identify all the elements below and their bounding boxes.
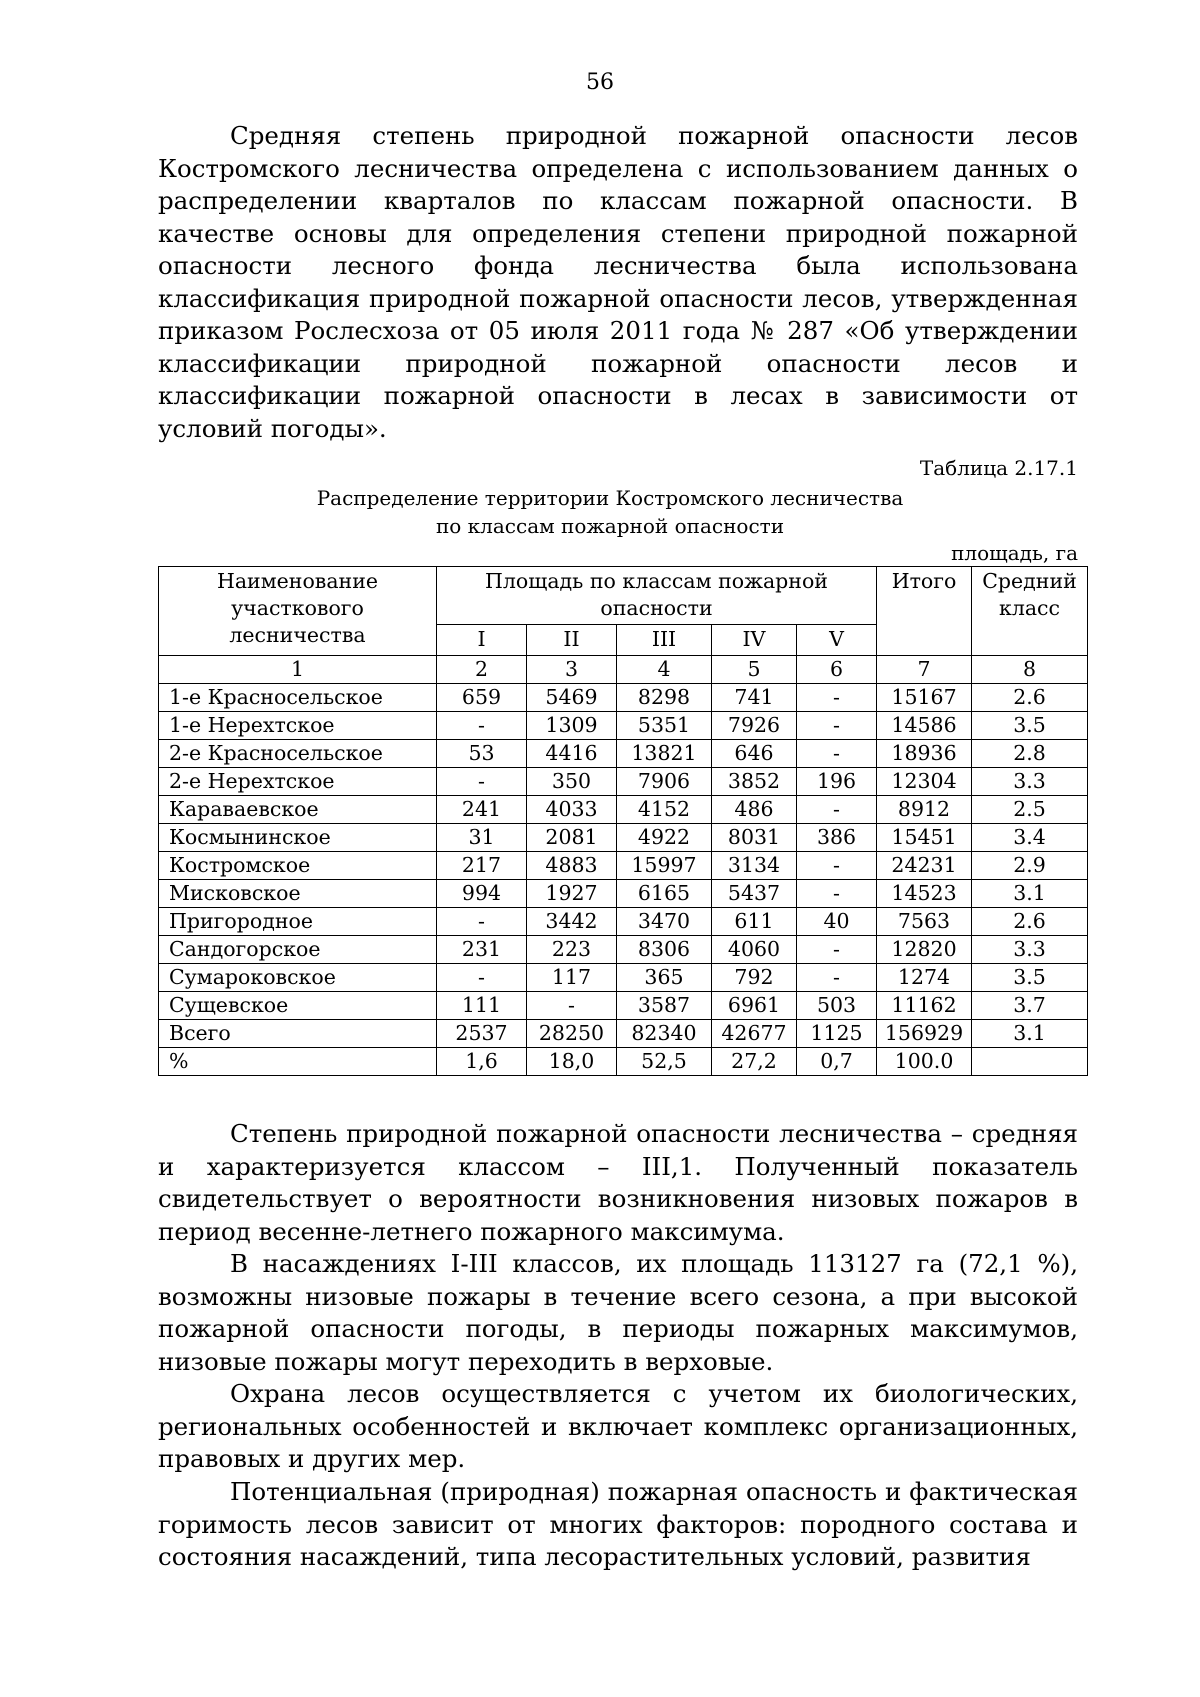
table-row [159,852,1088,880]
cell-c1: 241 [437,796,527,824]
column-number: 1 [159,656,437,684]
column-number: 2 [437,656,527,684]
column-number: 3 [527,656,617,684]
row-name: Караваевское [159,796,437,824]
cell-c1: 659 [437,684,527,712]
table-row [159,1048,1088,1076]
cell-total: 15451 [877,824,972,852]
cell-c4: 741 [712,684,797,712]
table-row [159,740,1088,768]
cell-avg: 2.8 [972,740,1088,768]
cell-c5: - [797,852,877,880]
cell-c3: 3587 [617,992,712,1020]
cell-c4: 3134 [712,852,797,880]
fire-danger-table [158,566,1088,1076]
header-avg-class: Средний класс [972,567,1088,656]
header-total: Итого [877,567,972,656]
cell-c3: 365 [617,964,712,992]
table-row [159,712,1088,740]
cell-c5: - [797,796,877,824]
cell-c4: 486 [712,796,797,824]
paragraph-forest-protection: Охрана лесов осуществляется с учетом их биологических, региональных особенностей и включает комплекс организационных, правовых и других мер. [158,1379,1078,1473]
row-name: Сумароковское [159,964,437,992]
cell-c5: 503 [797,992,877,1020]
cell-avg: 3.3 [972,936,1088,964]
cell-total: 14523 [877,880,972,908]
cell-c1: 31 [437,824,527,852]
header-class-1: I [437,625,527,656]
table-row [159,796,1088,824]
paragraph-low-fires: В насаждениях I-III классов, их площадь 113127 га (72,1 %), возможны низовые пожары в течение всего сезона, а при высокой пожарной опасности погоды, в периоды пожарных максимумов, низовые пожары могут переходить в верховые. [158,1249,1078,1376]
cell-c4: 5437 [712,880,797,908]
cell-avg: 3.5 [972,712,1088,740]
cell-avg: 2.6 [972,684,1088,712]
table-row [159,908,1088,936]
cell-c2: - [527,992,617,1020]
cell-c1: 231 [437,936,527,964]
paragraph-potential-danger: Потенциальная (природная) пожарная опасность и фактическая горимость лесов зависит от многих факторов: породного состава и состояния насаждений, типа лесорастительных условий, развития [158,1477,1078,1571]
cell-c3: 3470 [617,908,712,936]
cell-total: 8912 [877,796,972,824]
column-number: 5 [712,656,797,684]
cell-c3: 8298 [617,684,712,712]
cell-c1: 217 [437,852,527,880]
cell-c1: 1,6 [437,1048,527,1076]
table-caption [200,484,1020,540]
column-number: 7 [877,656,972,684]
cell-c4: 6961 [712,992,797,1020]
cell-total: 100.0 [877,1048,972,1076]
cell-c2: 117 [527,964,617,992]
cell-c4: 27,2 [712,1048,797,1076]
row-name: 2-е Красносельское [159,740,437,768]
cell-c3: 6165 [617,880,712,908]
page-number: 56 [586,70,614,95]
cell-total: 11162 [877,992,972,1020]
column-number: 6 [797,656,877,684]
table-row [159,824,1088,852]
row-name: 1-е Нерехтское [159,712,437,740]
cell-c1: - [437,712,527,740]
cell-c5: 0,7 [797,1048,877,1076]
cell-c3: 13821 [617,740,712,768]
cell-c5: - [797,684,877,712]
cell-avg: 2.5 [972,796,1088,824]
cell-c4: 3852 [712,768,797,796]
cell-avg: 3.1 [972,880,1088,908]
cell-c1: 53 [437,740,527,768]
cell-c3: 7906 [617,768,712,796]
cell-c3: 8306 [617,936,712,964]
table-units: площадь, га [951,541,1078,565]
header-class-2: II [527,625,617,656]
cell-c2: 1309 [527,712,617,740]
paragraph-fire-degree: Степень природной пожарной опасности лесничества – средняя и характеризуется классом – III,1. Полученный показатель свидетельствует о вероятности возникновения низовых пожаров в период весенне-летнего пожарного максимума. [158,1119,1078,1246]
cell-avg: 3.1 [972,1020,1088,1048]
row-name: Космынинское [159,824,437,852]
cell-c5: - [797,936,877,964]
cell-avg: 3.5 [972,964,1088,992]
row-name: Сандогорское [159,936,437,964]
cell-c4: 8031 [712,824,797,852]
cell-c1: - [437,908,527,936]
cell-c2: 4416 [527,740,617,768]
row-name: Сущевское [159,992,437,1020]
table-label: Таблица 2.17.1 [919,456,1078,480]
cell-c3: 15997 [617,852,712,880]
table-row [159,964,1088,992]
cell-c5: - [797,740,877,768]
cell-c1: 111 [437,992,527,1020]
cell-c3: 52,5 [617,1048,712,1076]
cell-c4: 7926 [712,712,797,740]
table-caption-line1: Распределение территории Костромского лесничества [316,486,904,510]
cell-avg: 2.6 [972,908,1088,936]
cell-c2: 1927 [527,880,617,908]
table-row [159,880,1088,908]
cell-c1: - [437,964,527,992]
cell-c3: 5351 [617,712,712,740]
row-name: Пригородное [159,908,437,936]
column-number-row [159,656,1088,684]
cell-avg: 2.9 [972,852,1088,880]
row-name: Мисковское [159,880,437,908]
cell-c4: 4060 [712,936,797,964]
cell-c1: - [437,768,527,796]
row-name: Всего [159,1020,437,1048]
table-row [159,936,1088,964]
cell-total: 24231 [877,852,972,880]
cell-c5: 40 [797,908,877,936]
table-row [159,992,1088,1020]
cell-total: 1274 [877,964,972,992]
cell-total: 14586 [877,712,972,740]
cell-c5: 386 [797,824,877,852]
cell-c2: 223 [527,936,617,964]
cell-c4: 792 [712,964,797,992]
cell-total: 15167 [877,684,972,712]
table-row [159,1020,1088,1048]
cell-c2: 28250 [527,1020,617,1048]
cell-c5: - [797,880,877,908]
row-name: Костромское [159,852,437,880]
row-name: 2-е Нерехтское [159,768,437,796]
cell-c5: - [797,964,877,992]
cell-c4: 611 [712,908,797,936]
cell-c2: 4033 [527,796,617,824]
table-header-row [159,567,1088,625]
cell-c2: 350 [527,768,617,796]
cell-c5: - [797,712,877,740]
column-number: 8 [972,656,1088,684]
cell-total: 7563 [877,908,972,936]
cell-total: 12820 [877,936,972,964]
cell-c5: 196 [797,768,877,796]
header-class-3: III [617,625,712,656]
cell-c2: 18,0 [527,1048,617,1076]
cell-c2: 3442 [527,908,617,936]
table-caption-line2: по классам пожарной опасности [435,514,785,538]
header-area-by-class: Площадь по классам пожарной опасности [437,567,877,625]
cell-c5: 1125 [797,1020,877,1048]
cell-total: 12304 [877,768,972,796]
cell-avg: 3.7 [972,992,1088,1020]
cell-c3: 4152 [617,796,712,824]
row-name: % [159,1048,437,1076]
cell-c2: 2081 [527,824,617,852]
cell-c2: 4883 [527,852,617,880]
cell-c3: 82340 [617,1020,712,1048]
intro-paragraph: Средняя степень природной пожарной опасности лесов Костромского лесничества определена с использованием данных о распределении кварталов по классам пожарной опасности. В качестве основы для определения степени природной пожарной опасности лесного фонда лесничества была использована классификация природной пожарной опасности лесов, утвержденная приказом Рослесхоза от 05 июля 2011 года № 287 «Об утверждении классификации природной пожарной опасности лесов и классификации пожарной опасности в лесах в зависимости от условий погоды». [158,121,1078,443]
header-class-5: V [797,625,877,656]
table-row [159,684,1088,712]
row-name: 1-е Красносельское [159,684,437,712]
cell-c1: 994 [437,880,527,908]
cell-c4: 646 [712,740,797,768]
cell-avg: 3.3 [972,768,1088,796]
header-class-4: IV [712,625,797,656]
cell-total: 156929 [877,1020,972,1048]
cell-c3: 4922 [617,824,712,852]
cell-avg: 3.4 [972,824,1088,852]
column-number: 4 [617,656,712,684]
table-row [159,768,1088,796]
cell-c4: 42677 [712,1020,797,1048]
cell-avg [972,1048,1088,1076]
cell-c1: 2537 [437,1020,527,1048]
cell-total: 18936 [877,740,972,768]
header-name: Наименование участкового лесничества [159,567,437,656]
cell-c2: 5469 [527,684,617,712]
